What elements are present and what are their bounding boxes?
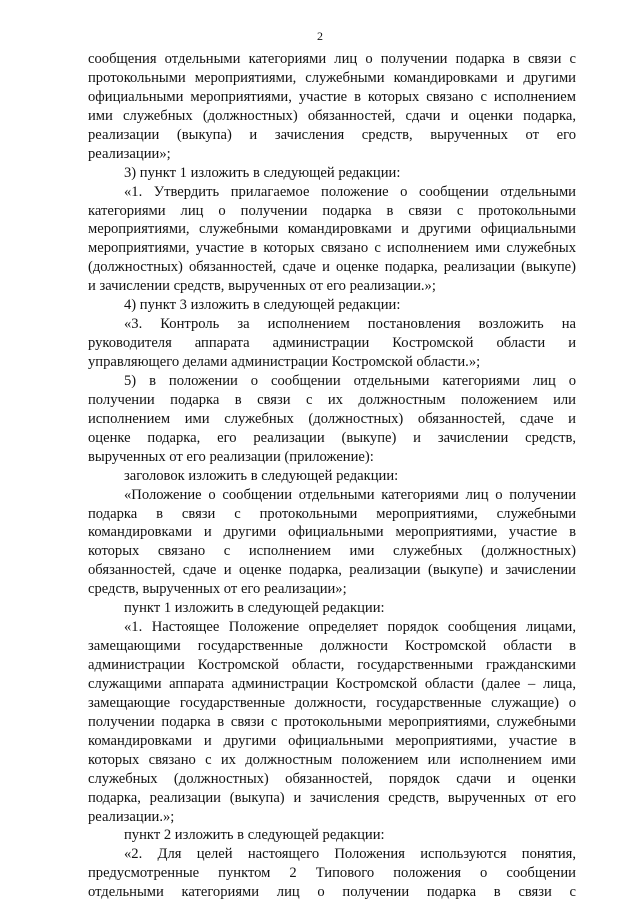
text-line: подарка, реализации (выкупа) и зачисления средств, вырученных от его: [88, 789, 576, 806]
text-line: (должностных) обязанностей, сдаче и оценке подарка, реализации (выкупе): [88, 259, 576, 276]
text-line: заголовок изложить в следующей редакции:: [124, 467, 399, 484]
text-line: предусмотренные пунктом 2 Типового положения о сообщении: [88, 865, 576, 882]
text-line: «Положение о сообщении отдельными категориями лиц о получении: [124, 486, 576, 503]
text-line: средств, вырученных от его реализации»;: [88, 581, 347, 598]
text-line: пункт 1 изложить в следующей редакции:: [124, 600, 385, 617]
text-line: управляющего делами администрации Костромской области.»;: [88, 354, 481, 370]
text-line: сообщения отдельными категориями лиц о получении подарка в связи с: [88, 51, 576, 67]
text-line: отдельными категориями лиц о получении подарка в связи с: [88, 884, 576, 901]
text-line: реализации (выкупа) и зачисления средств, вырученных от его: [88, 126, 576, 143]
text-line: замещающими государственные должности Костромской области в: [88, 638, 576, 655]
text-line: подарка в связи с протокольными мероприятиями, служебными: [88, 505, 576, 522]
text-line: и зачислении средств, вырученных от его реализации.»;: [88, 278, 436, 295]
text-line: категориями лиц о получении подарка в связи с протокольными: [88, 202, 576, 219]
text-line: мероприятиями, служебными командировками и другими официальными: [88, 221, 576, 238]
text-line: оценке подарка, его реализации (выкупе) и зачислении средств,: [88, 429, 576, 446]
text-line: пункт 2 изложить в следующей редакции:: [124, 827, 385, 844]
text-line: руководителя аппарата администрации Костромской области и: [88, 335, 576, 352]
text-line: «2. Для целей настоящего Положения используются понятия,: [124, 846, 576, 863]
text-line: обязанностей, сдаче и оценке подарка, реализации (выкупе) и зачислении: [88, 562, 576, 579]
text-line: вырученных от его реализации (приложение):: [88, 448, 374, 465]
text-line: 4) пункт 3 изложить в следующей редакции:: [124, 297, 401, 314]
text-line: 3) пункт 1 изложить в следующей редакции:: [124, 164, 401, 181]
text-line: 5) в положении о сообщении отдельными категориями лиц о: [124, 372, 576, 389]
text-line: ими служебных (должностных) обязанностей, сдачи и оценки подарка,: [88, 107, 576, 124]
text-line: администрации Костромской области, государственными гражданскими: [88, 657, 576, 673]
text-line: протокольными мероприятиями, служебными командировками и другими: [88, 69, 576, 86]
document-body: [88, 50, 576, 902]
text-line: получении подарка в связи с протокольными мероприятиями, служебными: [88, 713, 576, 730]
text-line: «3. Контроль за исполнением постановления возложить на: [124, 316, 576, 333]
text-line: командировками и другими официальными мероприятиями, участие в: [88, 524, 576, 541]
text-line: которых связано с их должностным положением или исполнением ими: [88, 751, 576, 768]
text-line: исполнением ими служебных (должностных) обязанностей, сдаче и: [88, 410, 576, 427]
text-line: получении подарка в связи с их должностным положением или: [88, 391, 576, 408]
text-line: «1. Настоящее Положение определяет порядок сообщения лицами,: [124, 619, 576, 636]
text-line: реализации»;: [88, 145, 171, 162]
text-line: командировками и другими официальными мероприятиями, участие в: [88, 732, 576, 749]
text-line: служебных (должностных) обязанностей, порядок сдачи и оценки: [88, 770, 576, 787]
page-number: 2: [317, 29, 323, 43]
text-line: замещающие государственные должности, государственные служащие) о: [88, 694, 576, 711]
text-line: служащими аппарата администрации Костромской области (далее – лица,: [88, 675, 576, 692]
text-line: мероприятиями, участие в которых связано с исполнением ими служебных: [88, 240, 576, 257]
text-line: реализации.»;: [88, 808, 175, 825]
text-line: «1. Утвердить прилагаемое положение о сообщении отдельными: [124, 183, 576, 200]
text-line: официальными мероприятиями, участие в которых связано с исполнением: [88, 88, 576, 105]
text-line: которых связано с исполнением ими служебных (должностных): [88, 543, 576, 560]
